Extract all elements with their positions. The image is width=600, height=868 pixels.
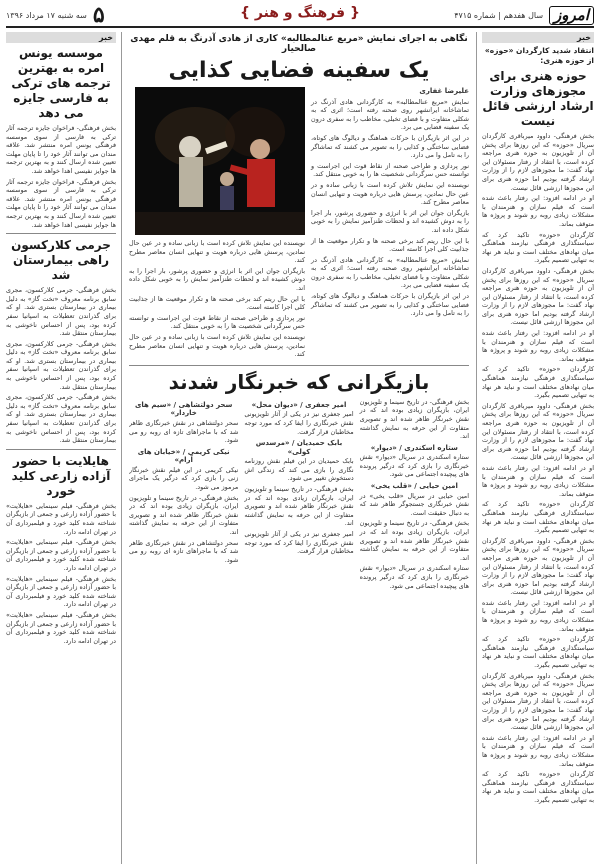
paragraph: با این حال ریتم کند برخی صحنه ها و تکرار موقعیت ها از جذابیت کلی اجرا کاسته است. (129, 294, 305, 312)
paragraph: بخش فرهنگی- در تاریخ سینما و تلویزیون ایران، بازیگران زیادی بوده اند که در نقش خبرنگار ظاهر شده اند و تصویری متفاوت از این حرفه به نمایش گذاشته اند. (129, 493, 239, 537)
item-heading: امین حیایی / «قلب یخی» (370, 482, 458, 491)
masthead-left (6, 2, 105, 28)
left-body-3 (6, 502, 116, 646)
paragraph: او در ادامه افزود: این رفتار باعث شده است که فیلم سازان و هنرمندان با مشکلات زیادی روبه رو شوند و پروژه ها متوقف بماند. (482, 329, 594, 363)
item-heading: بابک حمیدیان / «مرسدس کولی» (255, 439, 343, 456)
byline: علیرضا غفاری (419, 87, 469, 95)
page-number: ۵ (92, 2, 105, 28)
paragraph: کارگردان «حوزه» تاکید کرد که سیاستگذاری فرهنگی نیازمند هماهنگی میان نهادهای مختلف است و نباید هر نهاد به تنهایی تصمیم بگیرد. (482, 365, 594, 400)
right-column (476, 32, 594, 864)
paragraph: بخش فرهنگی- داوود میرباقری کارگردان سریال «حوزه» که این روزها برای پخش آن از تلویزیون به حوزه هنری مراجعه کرده است، با انتقاد از رفتار مسئولان این نهاد گفت: ما مجوزهای لازم را از وزارت ارشاد گرفته بودیم اما حوزه هنری برای این مجوزها ارزشی قائل نیست. (482, 266, 594, 327)
paragraph: او در ادامه افزود: این رفتار باعث شده است که فیلم سازان و هنرمندان با مشکلات زیادی روبه رو شوند و پروژه ها متوقف بماند. (482, 194, 594, 228)
news-label: خبر (6, 32, 116, 43)
main-article-body (129, 87, 469, 361)
second-article-body (129, 398, 469, 592)
left-column (6, 32, 122, 864)
newspaper-logo: امروز (549, 6, 594, 25)
main-column (129, 32, 469, 864)
paragraph: ستاره اسکندری در سریال «دیوار» نقش خبرنگاری را بازی کرد که درگیر پرونده های پیچیده اجتماعی می شود. (359, 453, 469, 479)
paragraph: بخش فرهنگی- داوود میرباقری کارگردان سریال «حوزه» که این روزها برای پخش آن از تلویزیون به حوزه هنری مراجعه کرده است، با انتقاد از رفتار مسئولان این نهاد گفت: ما مجوزهای لازم را از وزارت ارشاد گرفته بودیم اما حوزه هنری برای این مجوزها ارزشی قائل نیست. (482, 536, 594, 597)
second-headline: بازیگرانی که خبرنگار شدند (129, 365, 469, 394)
paragraph: بخش فرهنگی- فراخوان جایزه ترجمه آثار ترکی به فارسی از سوی موسسه فرهنگی یونس امره منتشر شد. علاقه مندان می توانند آثار خود را تا پایان مهلت تعیین شده ارسال کنند و به بهترین ترجمه ها جوایز نفیسی اهدا خواهد شد. (6, 124, 116, 175)
paragraph: بخش فرهنگی- فیلم سینمایی «هایلایت» با حضور آزاده زارعی و جمعی از بازیگران شناخته شده کلید خورد و فیلمبرداری آن در تهران ادامه دارد. (6, 610, 116, 645)
paragraph: نویسنده این نمایش تلاش کرده است با زبانی ساده و در عین حال نمادین، پرسش هایی درباره هویت و تنهایی انسان معاصر مطرح کند. (129, 239, 305, 265)
right-headline: حوزه هنری برای مجوزهای وزارت ارشاد ارزشی قائل نیست (482, 69, 594, 128)
theater-photo (135, 87, 305, 235)
left-headline-2: جرمی کلارکسون راهی بیمارستان شد (11, 238, 111, 283)
item-heading: امیر جعفری / «دیوان محل» (251, 400, 347, 409)
stage-scene-image (135, 87, 305, 235)
paragraph: کارگردان «حوزه» تاکید کرد که سیاستگذاری فرهنگی نیازمند هماهنگی میان نهادهای مختلف است و نباید هر نهاد به تنهایی تصمیم بگیرد. (482, 500, 594, 535)
paragraph: بخش فرهنگی- فیلم سینمایی «هایلایت» با حضور آزاده زارعی و جمعی از بازیگران شناخته شده کلید خورد و فیلمبرداری آن در تهران ادامه دارد. (6, 501, 116, 536)
divider (6, 233, 116, 234)
left-headline-1: موسسه یونس امره به بهترین ترجمه های ترکی به فارسی جایزه می دهد (11, 46, 111, 120)
publication-date: سه شنبه ۱۷ مرداد ۱۳۹۶ (6, 10, 87, 20)
right-kicker: انتقاد شدید کارگردان «حوزه» از حوزه هنری: (484, 46, 594, 65)
masthead-right (454, 6, 594, 25)
paragraph: نویسنده این نمایش تلاش کرده است با زبانی ساده و در عین حال نمادین، پرسش هایی درباره هویت و تنهایی انسان معاصر مطرح کند. (129, 332, 305, 359)
paragraph: بخش فرهنگی- جرمی کلارکسون، مجری سابق برنامه معروف «تخت گاز» به دلیل بیماری در بیمارستان بستری شد. او که برای گذراندن تعطیلات به اسپانیا سفر کرده بود، پس از احساس ناخوشی به بیمارستان منتقل شد. (6, 339, 116, 391)
second-col-c (129, 398, 238, 592)
paragraph: سحر دولتشاهی در نقش خبرنگاری ظاهر شد که با ماجراهای تازه ای روبه رو می شود. (129, 418, 239, 445)
divider (6, 449, 116, 450)
issue-number: سال هفدهم | شماره ۴۷۱۵ (454, 11, 544, 20)
paragraph: کارگردان «حوزه» تاکید کرد که سیاستگذاری فرهنگی نیازمند هماهنگی میان نهادهای مختلف است و نباید هر نهاد به تنهایی تصمیم بگیرد. (482, 770, 594, 804)
paragraph: نویسنده این نمایش تلاش کرده است با زبانی ساده و در عین حال نمادین، پرسش هایی درباره هویت و تنهایی انسان معاصر مطرح کند. (311, 180, 469, 207)
paragraph: با این حال ریتم کند برخی صحنه ها و تکرار موقعیت ها از جذابیت کلی اجرا کاسته است. (311, 236, 469, 254)
paragraph: امیر جعفری نیز در یکی از آثار تلویزیونی نقش خبرنگاری را ایفا کرد که مورد توجه مخاطبان قرار گرفت. (244, 410, 354, 436)
paragraph: بخش فرهنگی- جرمی کلارکسون، مجری سابق برنامه معروف «تخت گاز» به دلیل بیماری در بیمارستان بستری شد. او که برای گذراندن تعطیلات به اسپانیا سفر کرده بود، پس از احساس ناخوشی به بیمارستان منتقل شد. (6, 393, 116, 445)
paragraph: نمایش «مربع عنالمطالبه» به کارگردانی هادی آذرنگ در تماشاخانه ایرانشهر روی صحنه رفته است؛ اثری که به شکلی متفاوت و با فضای تخیلی، مخاطب را به سفری درون یک سفینه فضایی می برد. (311, 97, 469, 132)
main-headline: یک سفینه فضایی کذایی (168, 58, 430, 83)
paragraph: ستاره اسکندری در سریال «دیوار» نقش خبرنگاری را بازی کرد که درگیر پرونده های پیچیده اجتماعی می شود. (359, 564, 469, 590)
main-kicker: نگاهی به اجرای نمایش «مربع عنالمطالبه» کاری از هادی آذرنگ به قلم مهدی صالحیار (130, 34, 468, 54)
item-heading: سحر دولتشاهی / «سیم های خاردار» (135, 400, 233, 418)
main-col-a (311, 87, 469, 361)
paragraph: بخش فرهنگی- جرمی کلارکسون، مجری سابق برنامه معروف «تخت گاز» به دلیل بیماری در بیمارستان بستری شد. او که برای گذراندن تعطیلات به اسپانیا سفر کرده بود، پس از احساس ناخوشی به بیمارستان منتقل شد. (6, 286, 116, 338)
paragraph: بخش فرهنگی- در تاریخ سینما و تلویزیون ایران، بازیگران زیادی بوده اند که در نقش خبرنگار ظاهر شده اند و تصویری متفاوت از این حرفه به نمایش گذاشته اند. (359, 519, 469, 562)
paragraph: امیر جعفری نیز در یکی از آثار تلویزیونی نقش خبرنگاری را ایفا کرد که مورد توجه مخاطبان قرار گرفت. (244, 530, 354, 556)
paragraph: بازیگران جوان این اثر با انرژی و حضوری پرشور، بار اجرا را به دوش کشیده اند و لحظات طنزآمیز نمایش را به خوبی شکل داده اند. (311, 208, 469, 234)
paragraph: بابک حمیدیان در این فیلم نقش روزنامه نگاری را بازی می کند که زندگی اش دستخوش تغییر می شود. (244, 457, 354, 483)
second-col-b (244, 398, 353, 592)
paragraph: کارگردان «حوزه» تاکید کرد که سیاستگذاری فرهنگی نیازمند هماهنگی میان نهادهای مختلف است و نباید هر نهاد به تنهایی تصمیم بگیرد. (482, 635, 594, 670)
paragraph: او در ادامه افزود: این رفتار باعث شده است که فیلم سازان و هنرمندان با مشکلات زیادی روبه رو شوند و پروژه ها متوقف بماند. (482, 598, 594, 633)
paragraph: نور پردازی و طراحی صحنه از نقاط قوت این اجراست و توانسته حس سرگردانی شخصیت ها را به خوبی منتقل کند. (129, 313, 305, 331)
paragraph: نیکی کریمی در این فیلم نقش خبرنگار زنی را بازی کرد که درگیر یک ماجرای مرموز می شود. (129, 465, 239, 492)
item-heading: ستاره اسکندری / «دیوار» (370, 443, 458, 452)
paragraph: در این اثر بازیگران با حرکات هماهنگ و دیالوگ های کوتاه، فضایی ساختگی و کذایی را به تصویر می کشند که تماشاگر را به تامل وا می دارد. (311, 292, 469, 318)
second-col-a (360, 398, 469, 592)
paragraph: بخش فرهنگی- در تاریخ سینما و تلویزیون ایران، بازیگران زیادی بوده اند که در نقش خبرنگار ظاهر شده اند و تصویری متفاوت از این حرفه به نمایش گذاشته اند. (244, 485, 354, 528)
left-headline-3: هایلایت با حضور آزاده زارعی کلید خورد (11, 453, 111, 498)
paragraph: سحر دولتشاهی در نقش خبرنگاری ظاهر شد که با ماجراهای تازه ای روبه رو می شود. (129, 538, 239, 564)
masthead (6, 4, 594, 28)
paragraph: بخش فرهنگی- فراخوان جایزه ترجمه آثار ترکی به فارسی از سوی موسسه فرهنگی یونس امره منتشر شد. علاقه مندان می توانند آثار خود را تا پایان مهلت تعیین شده ارسال کنند و به بهترین ترجمه ها جوایز نفیسی اهدا خواهد شد. (6, 177, 116, 229)
paragraph: بخش فرهنگی- فیلم سینمایی «هایلایت» با حضور آزاده زارعی و جمعی از بازیگران شناخته شده کلید خورد و فیلمبرداری آن در تهران ادامه دارد. (6, 574, 116, 609)
paragraph: بخش فرهنگی- داوود میرباقری کارگردان سریال «حوزه» که این روزها برای پخش آن از تلویزیون به حوزه هنری مراجعه کرده است، با انتقاد از رفتار مسئولان این نهاد گفت: ما مجوزهای لازم را از وزارت ارشاد گرفته بودیم اما حوزه هنری برای این مجوزها ارزشی قائل نیست. (482, 132, 594, 192)
paragraph: در این اثر بازیگران با حرکات هماهنگ و دیالوگ های کوتاه، فضایی ساختگی و کذایی را به تصویر می کشند که تماشاگر را به تامل وا می دارد. (311, 133, 469, 160)
paragraph: بخش فرهنگی- داوود میرباقری کارگردان سریال «حوزه» که این روزها برای پخش آن از تلویزیون به حوزه هنری مراجعه کرده است، با انتقاد از رفتار مسئولان این نهاد گفت: ما مجوزهای لازم را از وزارت ارشاد گرفته بودیم اما حوزه هنری برای این مجوزها ارزشی قائل نیست. (482, 401, 594, 462)
section-title: { فرهنگ و هنر } (240, 5, 360, 21)
news-label: خبر (482, 32, 594, 43)
left-body-1 (6, 124, 116, 229)
left-body-2 (6, 286, 116, 445)
paragraph: بخش فرهنگی- در تاریخ سینما و تلویزیون ایران، بازیگران زیادی بوده اند که در نقش خبرنگار ظاهر شده اند و تصویری متفاوت از این حرفه به نمایش گذاشته اند. (359, 397, 469, 441)
paragraph: او در ادامه افزود: این رفتار باعث شده است که فیلم سازان و هنرمندان با مشکلات زیادی روبه رو شوند و پروژه ها متوقف بماند. (482, 463, 594, 498)
paragraph: بازیگران جوان این اثر با انرژی و حضوری پرشور، بار اجرا را به دوش کشیده اند و لحظات طنزآمیز نمایش را به خوبی شکل داده اند. (129, 266, 305, 292)
right-body (482, 132, 594, 805)
paragraph: بخش فرهنگی- فیلم سینمایی «هایلایت» با حضور آزاده زارعی و جمعی از بازیگران شناخته شده کلید خورد و فیلمبرداری آن در تهران ادامه دارد. (6, 538, 116, 572)
main-col-b (129, 87, 305, 361)
paragraph: نمایش «مربع عنالمطالبه» به کارگردانی هادی آذرنگ در تماشاخانه ایرانشهر روی صحنه رفته است؛ اثری که به شکلی متفاوت و با فضای تخیلی، مخاطب را به سفری درون یک سفینه فضایی می برد. (311, 255, 469, 290)
paragraph: کارگردان «حوزه» تاکید کرد که سیاستگذاری فرهنگی نیازمند هماهنگی میان نهادهای مختلف است و نباید هر نهاد به تنهایی تصمیم بگیرد. (482, 230, 594, 265)
paragraph: او در ادامه افزود: این رفتار باعث شده است که فیلم سازان و هنرمندان با مشکلات زیادی روبه رو شوند و پروژه ها متوقف بماند. (482, 733, 594, 768)
paragraph: نور پردازی و طراحی صحنه از نقاط قوت این اجراست و توانسته حس سرگردانی شخصیت ها را به خوبی منتقل کند. (311, 161, 469, 179)
paragraph: بخش فرهنگی- داوود میرباقری کارگردان سریال «حوزه» که این روزها برای پخش آن از تلویزیون به حوزه هنری مراجعه کرده است، با انتقاد از رفتار مسئولان این نهاد گفت: ما مجوزهای لازم را از وزارت ارشاد گرفته بودیم اما حوزه هنری برای این مجوزها ارزشی قائل نیست. (482, 671, 594, 732)
item-heading: نیکی کریمی / «خیابان های آرام» (137, 447, 230, 465)
paragraph: امین حیایی در سریال «قلب یخی» در نقش خبرنگاری جستجوگر ظاهر شد که به دنبال حقیقت است. (359, 491, 469, 517)
